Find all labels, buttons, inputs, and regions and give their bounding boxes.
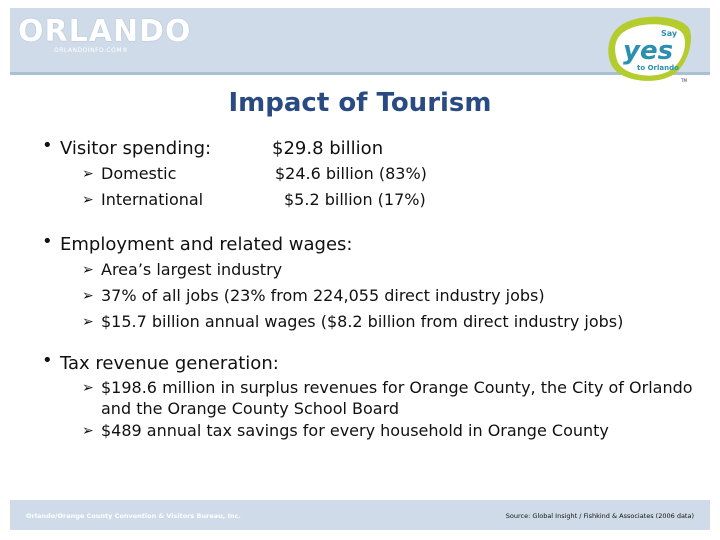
footer-source: Source: Global Insight / Fishkind & Associates (2006 data)	[505, 512, 694, 520]
spending-label: Visitor spending:	[60, 138, 212, 159]
bullet-icon: •	[42, 350, 53, 371]
badge-tm-text: TM	[681, 78, 687, 83]
spending-international-label: International	[101, 190, 204, 209]
badge-to-orlando-text: to Orlando	[637, 64, 679, 72]
bullet-icon: •	[42, 135, 53, 156]
badge-say-text: Say	[661, 29, 678, 38]
arrow-bullet-icon: ➢	[82, 166, 94, 182]
arrow-bullet-icon: ➢	[82, 380, 94, 396]
employment-item: $15.7 billion annual wages ($8.2 billion from direct industry jobs)	[101, 312, 624, 331]
tax-item-line: $489 annual tax savings for every household in Orange County	[101, 421, 609, 440]
say-yes-badge	[603, 14, 695, 86]
spending-domestic-label: Domestic	[101, 164, 177, 183]
spending-domestic-value: $24.6 billion (83%)	[275, 164, 427, 183]
employment-label: Employment and related wages:	[60, 234, 353, 255]
orlando-logo: ORLANDO	[18, 14, 192, 49]
arrow-bullet-icon: ➢	[82, 288, 94, 304]
spending-international-value: $5.2 billion (17%)	[284, 190, 426, 209]
arrow-bullet-icon: ➢	[82, 314, 94, 330]
arrow-bullet-icon: ➢	[82, 192, 94, 208]
tax-item-line: $198.6 million in surplus revenues for Orange County, the City of Orlando	[101, 378, 693, 397]
logo-subtitle: ORLANDOINFO.COM®	[54, 47, 129, 54]
spending-value: $29.8 billion	[272, 138, 384, 159]
footer-organization: Orlando/Orange County Convention & Visitors Bureau, Inc.	[26, 512, 241, 520]
tax-label: Tax revenue generation:	[60, 353, 279, 374]
badge-yes-text: yes	[623, 36, 674, 66]
page-title: Impact of Tourism	[228, 88, 492, 118]
arrow-bullet-icon: ➢	[82, 423, 94, 439]
bullet-icon: •	[42, 231, 53, 252]
employment-item: 37% of all jobs (23% from 224,055 direct industry jobs)	[101, 286, 545, 305]
tax-item-line: and the Orange County School Board	[101, 399, 400, 418]
arrow-bullet-icon: ➢	[82, 262, 94, 278]
employment-item: Area’s largest industry	[101, 260, 283, 279]
